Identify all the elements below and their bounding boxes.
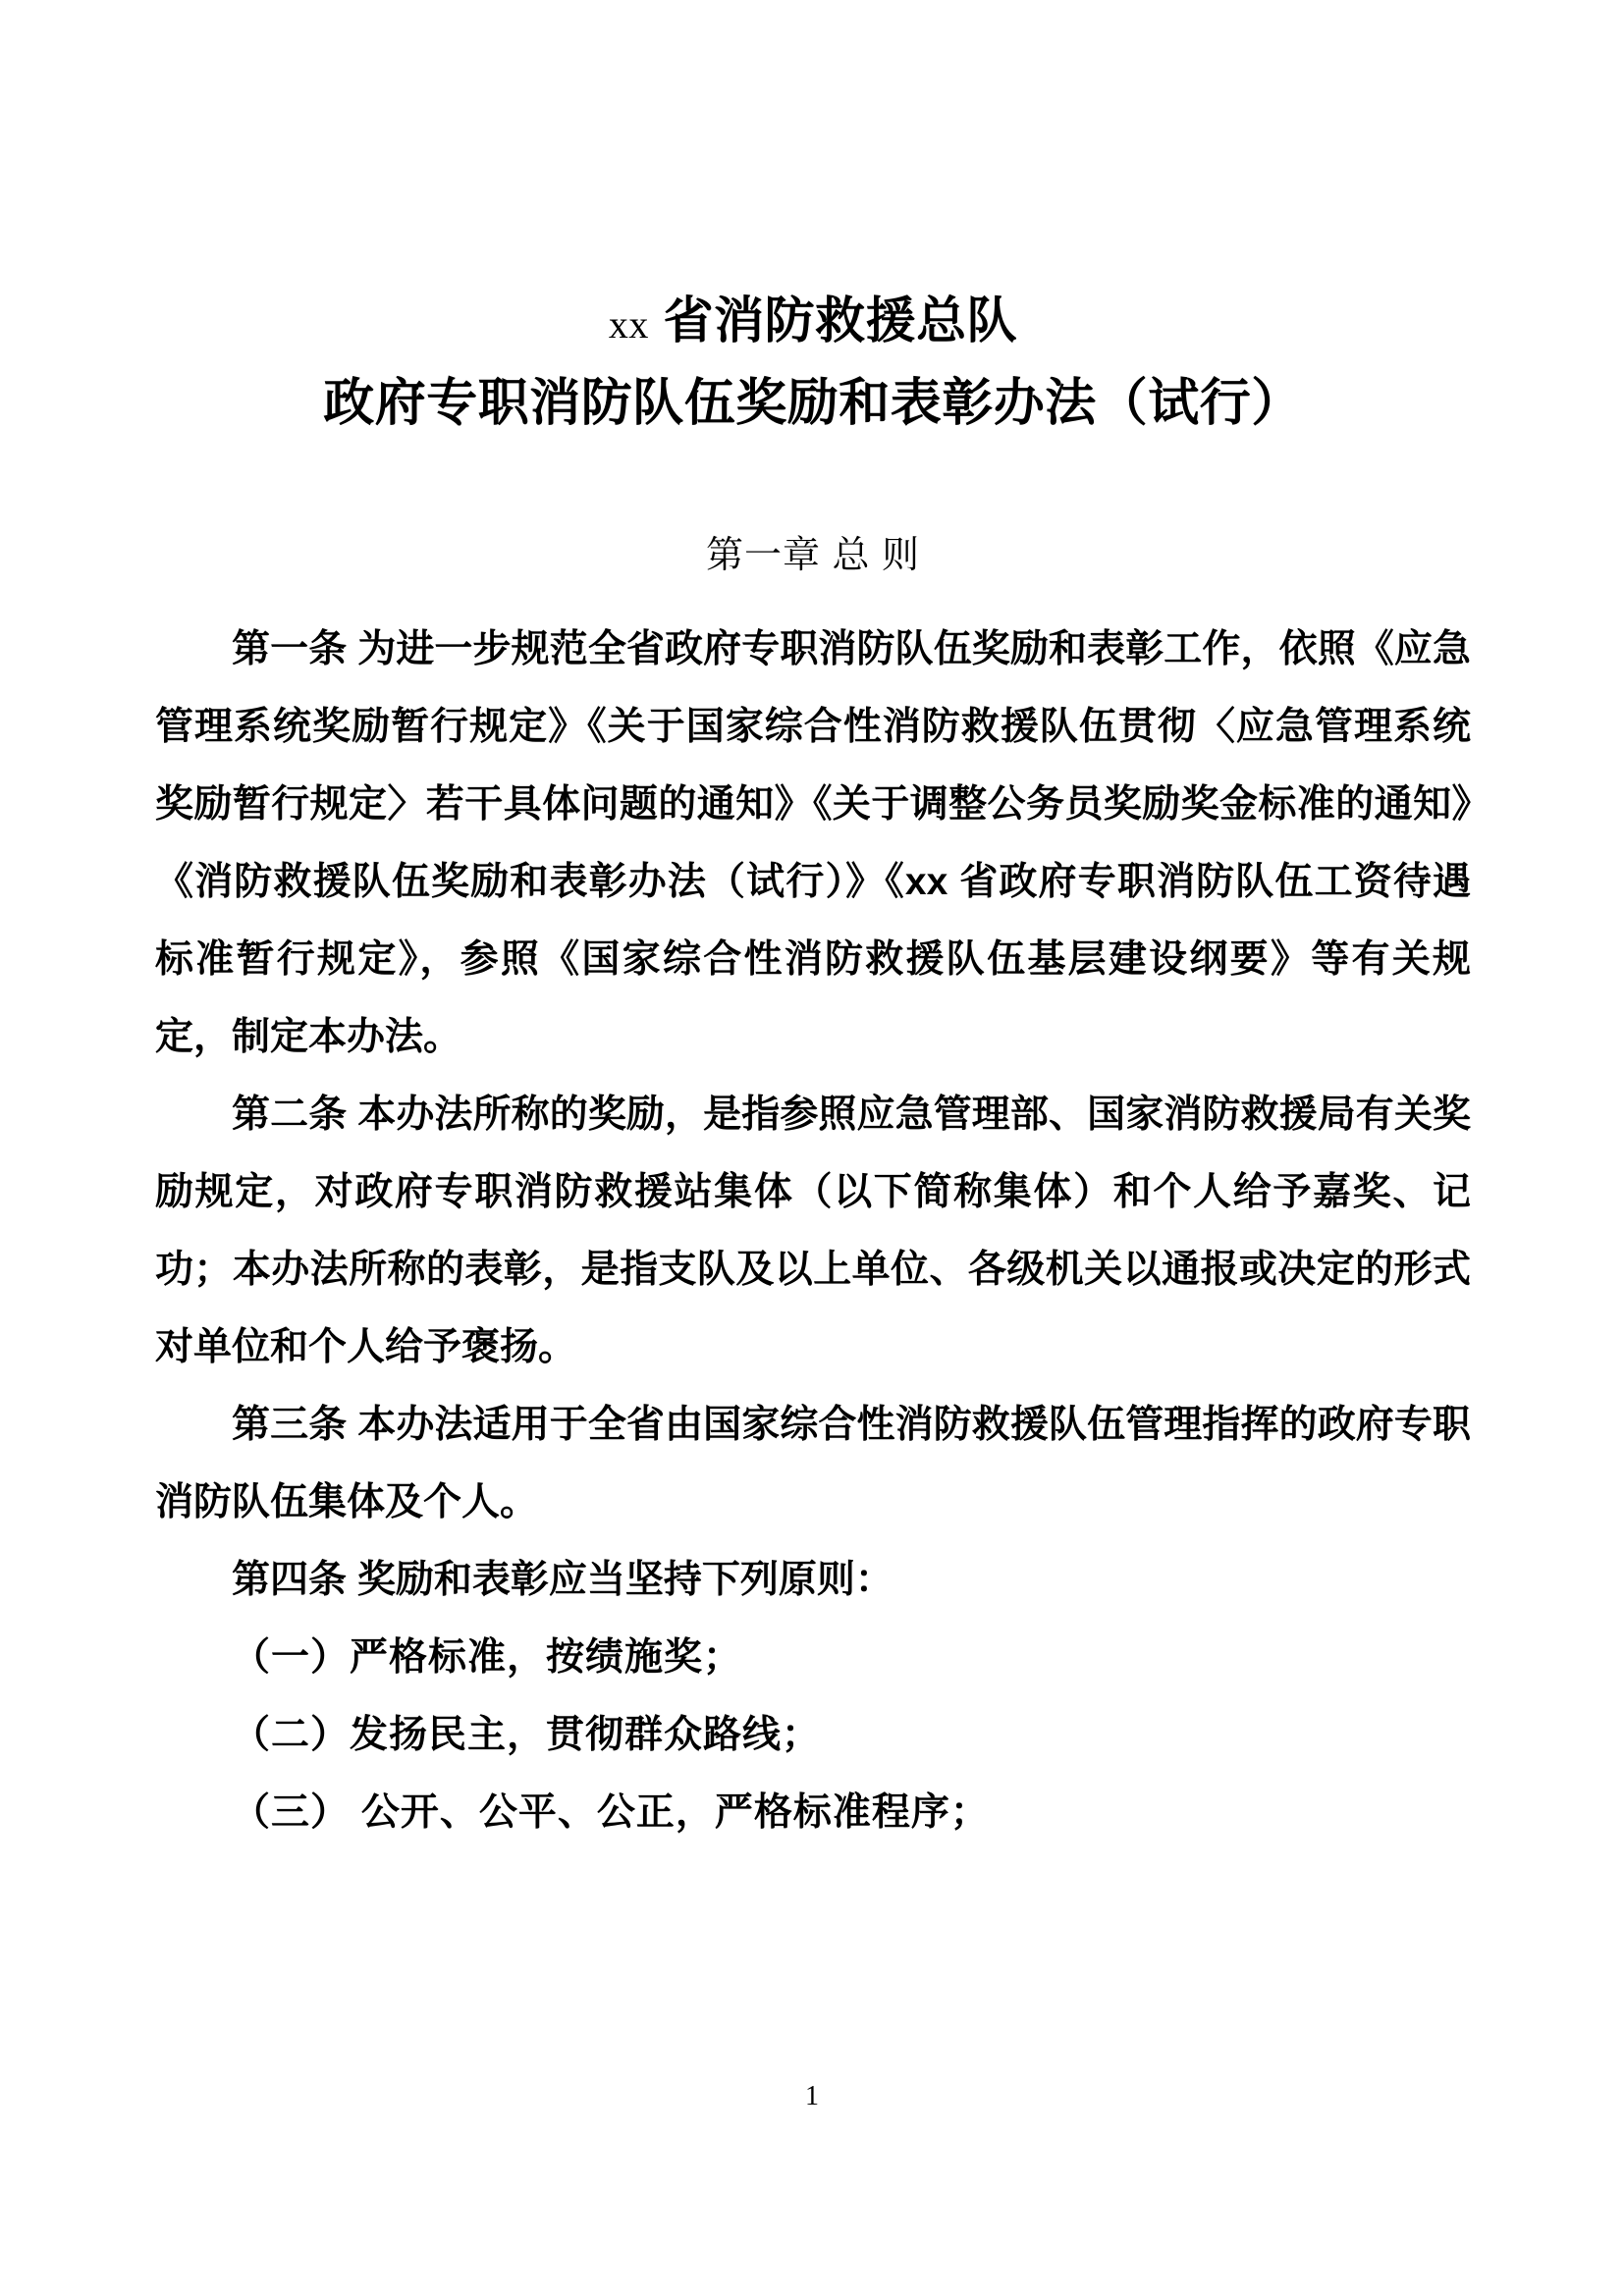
article-4-paragraph: 第四条 奖励和表彰应当坚持下列原则： — [232, 1558, 893, 1601]
title-line-1 — [155, 0, 1471, 357]
page-number: 1 — [805, 2081, 819, 2111]
article-3-paragraph: 第三条 本办法适用于全省由国家综合性消防救援队伍管理指挥的政府专职消防队伍集体及个人。 — [155, 1403, 1471, 1523]
chapter-heading: 第一章 总 则 — [705, 535, 921, 577]
document-title — [155, 0, 1471, 441]
title-line-1-text: 省消防救援总队 — [648, 293, 1018, 348]
title-line-1-latin: xx — [608, 302, 649, 347]
page-content — [155, 0, 1471, 1851]
principle-item-1: （一）严格标准，按绩施奖； — [232, 1635, 743, 1679]
title-line-2-text: 政府专职消防队伍奖励和表彰办法（试行） — [323, 374, 1303, 432]
body-text — [155, 611, 1471, 1851]
principle-item-3: （三） 公开、公平、公正，严格标准程序； — [232, 1790, 990, 1834]
principle-item-2: （二）发扬民主，贯彻群众路线； — [232, 1713, 822, 1756]
article-2-paragraph: 第二条 本办法所称的奖励，是指参照应急管理部、国家消防救援局有关奖励规定，对政府专职消防救援站集体（以下简称集体）和个人给予嘉奖、记功；本办法所称的表彰，是指支队及以上单位、各级机关以通报或决定的形式对单位和个人给予褒扬。 — [155, 1093, 1471, 1368]
article-1-paragraph: 第一条 为进一步规范全省政府专职消防队伍奖励和表彰工作，依照《应急管理系统奖励暂行规定》《关于国家综合性消防救援队伍贯彻〈应急管理系统奖励暂行规定〉若干具体问题的通知》《关于调整公务员奖励奖金标准的通知》《消防救援队伍奖励和表彰办法（试行）》《xx 省政府专职消防队伍工资待遇标准暂行规定》，参照《国家综合性消防救援队伍基层建设纲要》等有关规定，制定本办法。 — [155, 627, 1471, 1058]
title-line-2 — [155, 357, 1471, 441]
